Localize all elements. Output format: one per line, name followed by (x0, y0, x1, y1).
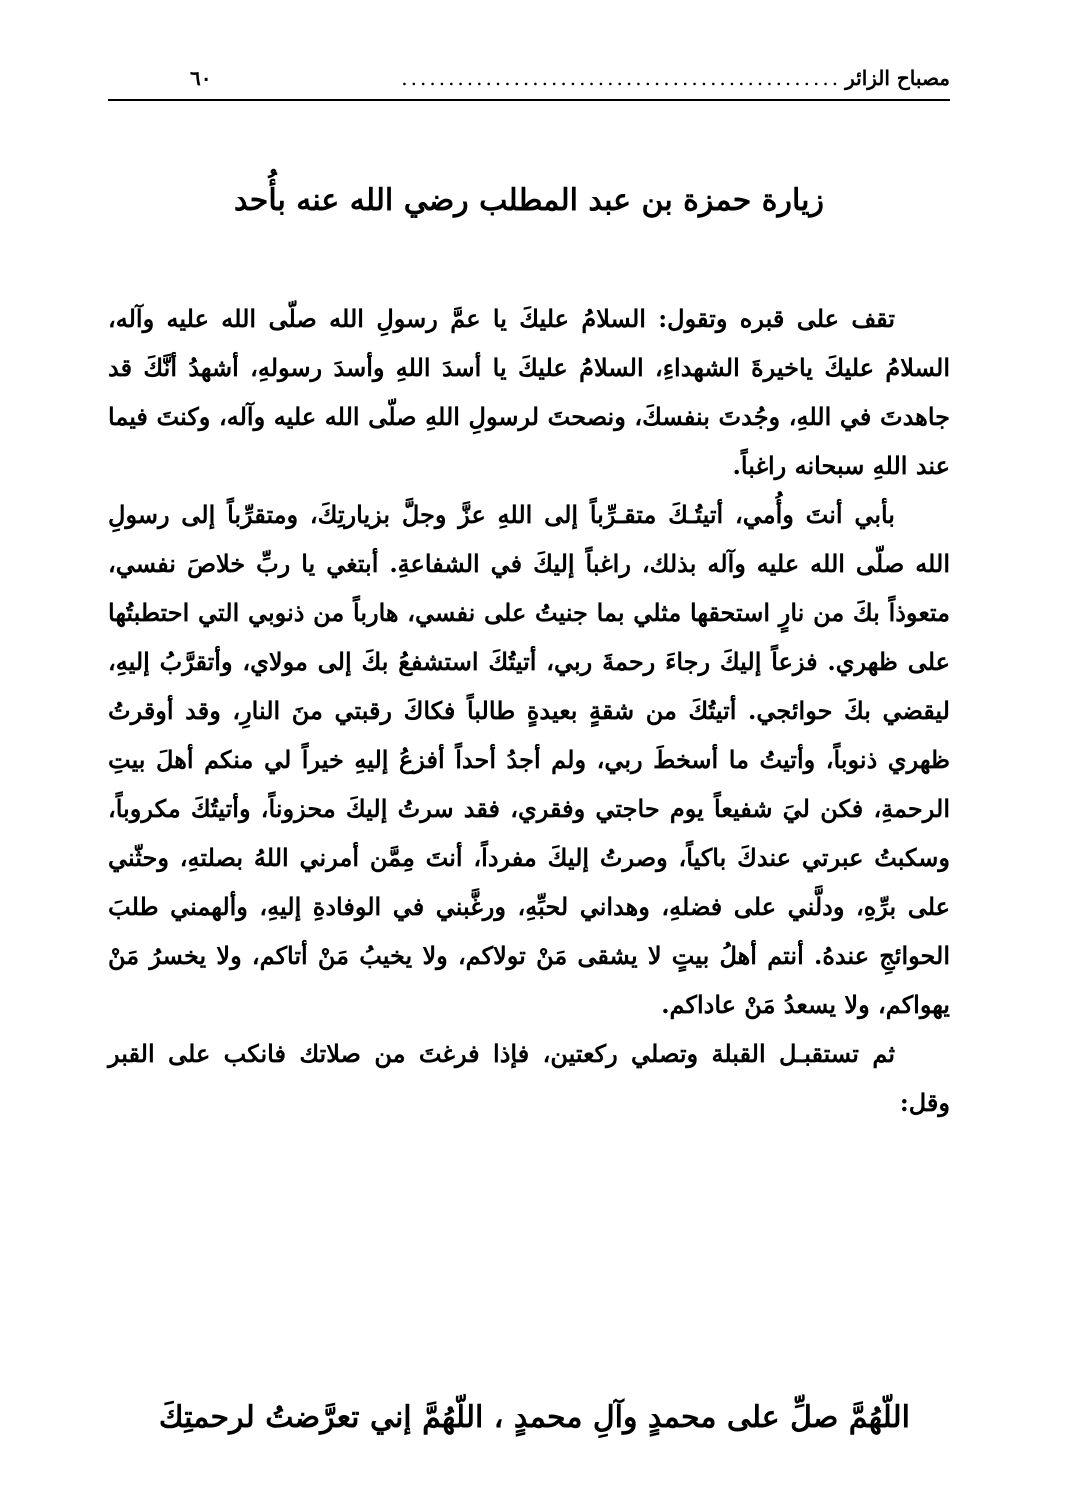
paragraph-greeting: تقف على قبره وتقول: السلامُ عليكَ يا عمَّ رسولِ الله صلّى الله عليه وآله، السلامُ عليكَ ياخيرةَ الشهداءِ، السلامُ عليكَ يا أسدَ اللهِ وأسدَ رسولهِ، أشهدُ أنَّكَ قد جاهدتَ في اللهِ، وجُدتَ بنفسكَ، ونصحتَ لرسولِ اللهِ صلّى الله عليه وآله، وكنتَ فيما عند اللهِ سبحانه راغباً. (108, 304, 950, 480)
page-number: ٦٠ (190, 66, 212, 90)
header-leader-dots: ............................................... (401, 66, 842, 90)
running-header (190, 58, 950, 98)
closing-prayer-line: اللّهُمَّ صلِّ على محمدٍ وآلِ محمدٍ ، اللّهُمَّ إني تعرَّضتُ لرحمتِكَ (158, 1400, 910, 1435)
header-rule (108, 99, 950, 101)
chapter-title: زيارة حمزة بن عبد المطلب رضي الله عنه بأُحد (234, 183, 824, 218)
paragraph-supplication: بأبي أنتَ وأُمي، أتيتُـكَ متقـرِّباً إلى اللهِ عزَّ وجلَّ بزيارتِكَ، ومتقرِّباً إلى رسولِ الله صلّى الله عليه وآله بذلك، راغباً إليكَ في الشفاعةِ. أبتغي يا ربِّ خلاصَ نفسي، متعوذاً بكَ من نارٍ استحقها مثلي بما جنيتُ على نفسي، هارباً من ذنوبي التي احتطبتُها على ظهري. فزعاً إليكَ رجاءَ رحمةَ ربي، أتيتُكَ استشفعُ بكَ إلى مولاي، وأتقرَّبُ إليهِ، ليقضي بكَ حوائجي. أتيتُكَ من شقةٍ بعيدةٍ طالباً فكاكَ رقبتي منَ النارِ، وقد أوقرتُ ظهري ذنوباً، وأتيتُ ما أسخطَ ربي، ولم أجدُ أحداً أفزعُ إليهِ خيراً لي منكم أهلَ بيتِ الرحمةِ، فكن ليَ شفيعاً يوم حاجتي وفقري، فقد سرتُ إليكَ محزوناً، وأتيتُكَ مكروباً، وسكبتُ عبرتي عندكَ باكياً، وصرتُ إليكَ مفرداً، أنتَ مِمَّن أمرني اللهُ بصلتهِ، وحثّني على برِّهِ، ودلَّني على فضلهِ، وهداني لحبِّهِ، ورغَّبني في الوفادةِ إليهِ، وألهمني طلبَ الحوائجِ عندهُ. أنتم أهلُ بيتٍ لا يشقى مَنْ تولاكم، ولا يخيبُ مَنْ أتاكم، ولا يخسرُ مَنْ يهواكم، ولا يسعدُ مَنْ عاداكم. (108, 500, 950, 1019)
paragraph-prayer-instruction: ثم تستقبـل القبلة وتصلي ركعتين، فإذا فرغتَ من صلاتك فانكب على القبر وقل: (108, 1039, 950, 1117)
body-text (108, 294, 950, 1127)
book-title: مصباح الزائر (845, 66, 950, 90)
